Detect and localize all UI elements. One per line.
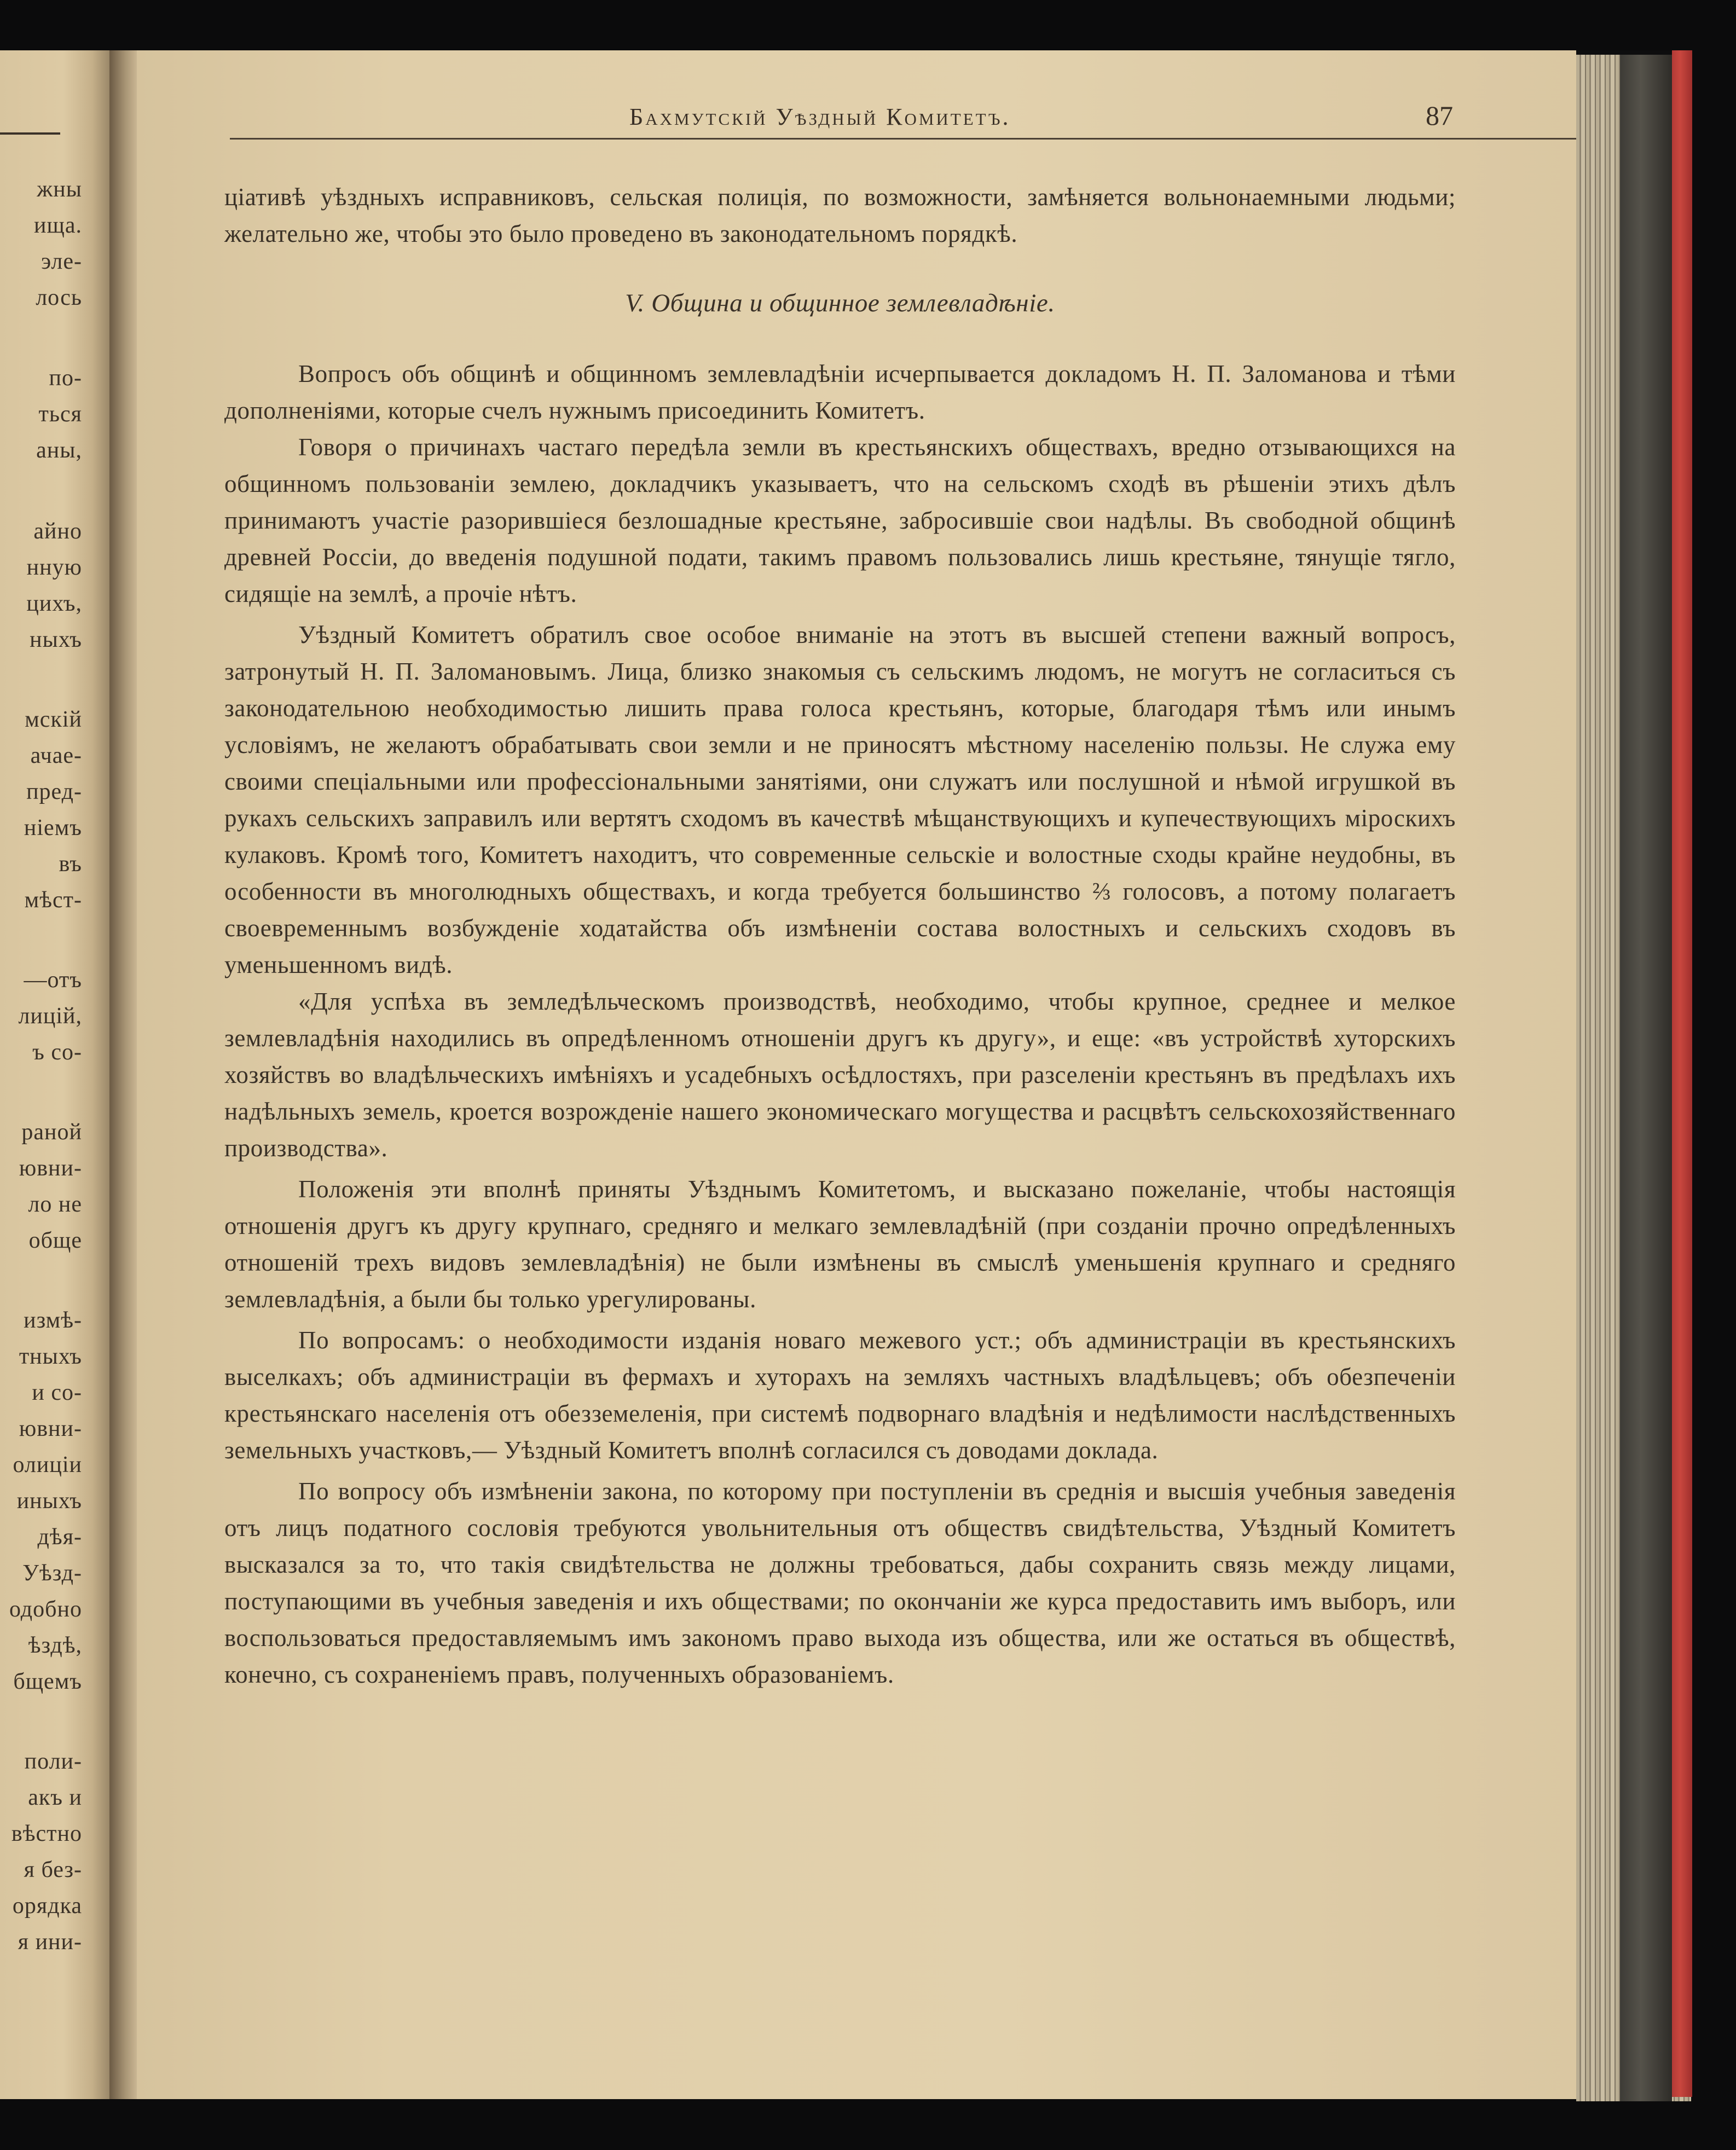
page-number: 87 <box>1426 100 1453 131</box>
left-page-line: ачае- <box>30 743 82 768</box>
paragraph-1: Вопросъ объ общинѣ и общинномъ землевладѣніи исчерпывается докладомъ Н. П. Заломанова и тѣми дополненіями, которые счелъ нужнымъ присоединить Комитетъ. <box>224 360 1456 424</box>
left-page-line: и со- <box>32 1380 82 1405</box>
left-page-line: ъ со- <box>32 1040 82 1065</box>
left-page-line: по- <box>49 366 82 391</box>
left-page-line: одобно <box>9 1597 82 1622</box>
left-page-line: дѣя- <box>37 1525 82 1550</box>
left-page-line: бщемъ <box>13 1669 82 1694</box>
page-edges-shadow <box>1620 55 1672 2101</box>
left-page-line: ювни- <box>19 1416 82 1441</box>
running-head <box>137 100 1576 147</box>
body-text <box>224 179 1456 1693</box>
left-page-line: цихъ, <box>26 591 82 616</box>
left-page-line: поли- <box>24 1749 82 1774</box>
left-facing-page <box>0 50 115 2099</box>
left-page-line: ло не <box>28 1192 82 1217</box>
left-page-line: обще <box>28 1228 82 1253</box>
main-page <box>137 50 1576 2099</box>
left-page-line: акъ и <box>28 1785 82 1810</box>
running-head-title: Бахмутскій Уѣздный Комитетъ. <box>629 103 1011 130</box>
left-page-line: ища. <box>34 213 82 238</box>
left-page-line: ювни- <box>19 1156 82 1181</box>
left-page-line: орядка <box>12 1893 82 1919</box>
left-page-line: ться <box>38 402 82 427</box>
left-page-line: вѣстно <box>11 1821 82 1846</box>
left-page-line: жны <box>37 177 82 202</box>
paragraph-6: По вопросамъ: о необходимости изданія новаго межевого уст.; объ администраціи въ крестьянскихъ выселкахъ; объ администраціи въ фермахъ и хуторахъ на земляхъ частныхъ владѣльцевъ; объ обезпеченіи крестьянскаго населенія отъ обезземеленія, при системѣ подворнаго владѣнія и недѣлимости наслѣдственныхъ земельныхъ участковъ,— Уѣздный Комитетъ вполнѣ согласился съ доводами доклада. <box>224 1326 1456 1464</box>
left-page-line: айно <box>33 519 82 544</box>
left-page-line: нную <box>26 555 82 580</box>
paragraph-2: Говоря о причинахъ частаго передѣла земли въ крестьянскихъ обществахъ, вредно отзывающихся на общинномъ пользованіи землею, докладчикъ указываетъ, что на сельскомъ сходѣ въ рѣшеніи этихъ дѣлъ принимаютъ участіе разорившіеся безлошадные крестьяне, забросившіе свои надѣлы. Въ свободной общинѣ древней Россіи, до введенія подушной подати, такимъ правомъ пользовались лишь крестьяне, тянущіе тягло, сидящіе на землѣ, а прочіе нѣтъ. <box>224 433 1456 607</box>
left-page-line: Уѣзд- <box>22 1561 82 1586</box>
left-page-line: въ <box>59 851 82 877</box>
left-page-line: раной <box>21 1120 82 1145</box>
left-page-line: я без- <box>24 1857 82 1882</box>
left-page-line: я ини- <box>18 1929 82 1955</box>
left-page-line: аны, <box>36 438 82 463</box>
paragraph-4: «Для успѣха въ земледѣльческомъ производствѣ, необходимо, чтобы крупное, среднее и мелкое землевладѣнія находились въ опредѣленномъ отношеніи другъ къ другу», и еще: «въ устройствѣ хуторскихъ хозяйствъ во владѣльческихъ имѣніяхъ и усадебныхъ осѣдлостяхъ, при разселеніи крестьянъ въ предѣлахъ ихъ надѣльныхъ земель, кроется возрожденіе нашего экономическаго могущества и расцвѣтъ сельскохозяйственнаго производства». <box>224 988 1456 1162</box>
paragraph-5: Положенія эти вполнѣ приняты Уѣзднымъ Комитетомъ, и высказано пожеланіе, чтобы настоящія отношенія другъ къ другу крупнаго, средняго и мелкаго землевладѣній (при созданіи прочно опредѣленныхъ отношеній трехъ видовъ землевладѣнія) не были измѣнены въ смыслѣ уменьшенія крупнаго и средняго землевладѣнія, а были бы только урегулированы. <box>224 1175 1456 1313</box>
intro-paragraph: ціативѣ уѣздныхъ исправниковъ, сельская полиція, по возможности, замѣняется вольнонаемными людьми; желательно же, чтобы это было проведено въ законодательномъ порядкѣ. <box>224 183 1456 247</box>
section-heading: V. Община и общинное землевладѣніе. <box>625 289 1055 317</box>
paragraph-3: Уѣздный Комитетъ обратилъ свое особое вниманіе на этотъ въ высшей степени важный вопросъ, затронутый Н. П. Заломановымъ. Лица, близко знакомыя съ сельскимъ людомъ, не могутъ не согласиться съ законодательною необходимостью лишить права голоса крестьянъ, которые, благодаря тѣмъ или инымъ условіямъ, не желаютъ обрабатывать свои земли и не приносятъ мѣстному населенію пользы. Не служа ему своими спеціальными или профессіональными занятіями, они служатъ или послушной и нѣмой игрушкой въ рукахъ сельскихъ заправилъ или вертятъ сходомъ въ качествѣ мѣщанствующихъ и купечествующихъ міроскихъ кулаковъ. Кромѣ того, Комитетъ находитъ, что современные сельскіе и волостные сходы крайне неудобны, въ особенности въ многолюдныхъ обществахъ, и когда требуется большинство ⅔ голосовъ, а потому полагаетъ своевременнымъ возбужденіе ходатайства объ измѣненіи состава волостныхъ и сельскихъ сходовъ въ уменьшенномъ видѣ. <box>224 621 1456 978</box>
left-page-rule <box>0 132 60 135</box>
left-page-line: ныхъ <box>30 627 82 652</box>
left-page-line: эле- <box>41 249 82 274</box>
left-page-line: иныхъ <box>16 1488 82 1514</box>
left-page-line: ѣздѣ, <box>28 1633 82 1658</box>
header-rule <box>230 138 1576 140</box>
left-page-line: мскій <box>25 707 82 732</box>
left-page-line: олиціи <box>13 1452 82 1477</box>
left-page-line: пред- <box>26 779 82 804</box>
red-book-cover <box>1672 50 1692 2097</box>
left-page-line: тныхъ <box>19 1344 82 1369</box>
left-page-line: измѣ- <box>24 1308 82 1333</box>
paragraph-7: По вопросу объ измѣненіи закона, по которому при поступленіи въ среднія и высшія учебныя заведенія отъ лицъ податного сословія требуются увольнительныя отъ обществъ свидѣтельства, Уѣздный Комитетъ высказался за то, что такія свидѣтельства не должны требоваться, дабы сохранить связь между лицами, поступающими въ учебныя заведенія и ихъ обществами; по окончаніи же курса предоставить имъ выборъ, или воспользоваться предоставляемымъ имъ закономъ право выхода изъ общества, или же остаться въ обществѣ, конечно, съ сохраненіемъ правъ, полученныхъ образованіемъ. <box>224 1477 1456 1688</box>
left-page-line: ніемъ <box>24 815 82 841</box>
left-page-line: мѣст- <box>24 888 82 913</box>
left-page-line: лицій, <box>18 1004 82 1029</box>
left-page-line: лось <box>36 285 82 310</box>
left-page-line: —отъ <box>24 967 82 993</box>
